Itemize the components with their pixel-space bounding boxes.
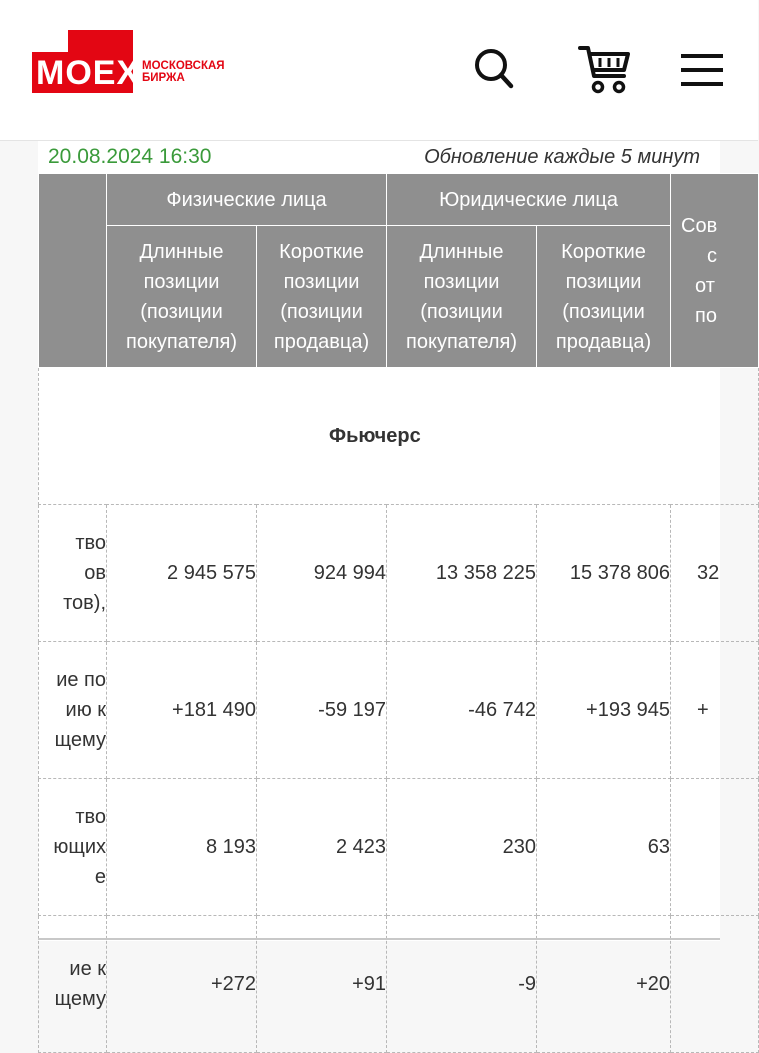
row-label-line: ию к: [65, 699, 106, 721]
subheader-ind-long: [107, 226, 257, 368]
positions-panel: [38, 141, 720, 1010]
value-cell: 63: [537, 779, 671, 916]
row-label: [39, 779, 107, 916]
row-label-line: е: [94, 866, 106, 888]
value-cell-cut: [671, 779, 759, 916]
total-header-line: с: [707, 244, 718, 267]
meta-row: [38, 141, 720, 173]
group-header-total: [671, 174, 759, 368]
total-header-text: [671, 211, 758, 331]
value-cell: +20: [537, 916, 671, 1053]
subheader-line: позиции: [283, 270, 360, 293]
cart-icon[interactable]: [578, 44, 632, 101]
row-label-line: ов: [84, 562, 106, 584]
subheader-line: продавца): [555, 330, 652, 353]
section-row: [39, 368, 759, 505]
value-cell: +272: [107, 916, 257, 1053]
row-label-line: щему: [54, 729, 106, 751]
subheader-line: (позиции: [562, 300, 645, 323]
subheader-legal-short: [537, 226, 671, 368]
total-header-line: от: [695, 274, 715, 297]
site-header: [0, 0, 758, 141]
subheader-line: продавца): [273, 330, 370, 353]
open-positions-table: [38, 173, 759, 1053]
search-icon[interactable]: [474, 46, 514, 95]
section-title: Фьючерс: [39, 368, 759, 505]
group-header-individuals: Физические лица: [107, 174, 387, 226]
row-label: [39, 642, 107, 779]
subheader-line: (позиции: [280, 300, 363, 323]
table-row: [39, 505, 759, 642]
row-label-line: ющих: [53, 836, 106, 858]
value-cell: -59 197: [257, 642, 387, 779]
logo-subtitle: [142, 60, 262, 84]
subheader-line: Длинные: [139, 240, 224, 263]
moex-logo[interactable]: [32, 30, 242, 94]
value-cell: +181 490: [107, 642, 257, 779]
row-label: [39, 505, 107, 642]
subheader-ind-short: [257, 226, 387, 368]
value-cell: +91: [257, 916, 387, 1053]
logo-subtitle-line-1: МОСКОВСКАЯ: [142, 60, 225, 72]
value-cell: 2 423: [257, 779, 387, 916]
value-cell-cut: 32: [671, 505, 759, 642]
value-cell-cut: [671, 916, 759, 1053]
total-header-line: Сов: [681, 214, 718, 237]
value-cell: 13 358 225: [387, 505, 537, 642]
row-label: [39, 916, 107, 1053]
value-cell: +193 945: [537, 642, 671, 779]
logo-box-top: [68, 30, 133, 54]
row-label-line: тво: [75, 806, 106, 828]
subheader-line: позиции: [565, 270, 642, 293]
table-row: [39, 779, 759, 916]
menu-icon[interactable]: [681, 54, 723, 93]
row-label-line: тво: [75, 532, 106, 554]
row-label-line: щему: [54, 988, 106, 1010]
update-note: Обновление каждые 5 минут: [424, 146, 700, 168]
subheader-line: Короткие: [279, 240, 364, 263]
value-cell: 924 994: [257, 505, 387, 642]
total-header-line: по: [695, 304, 717, 327]
corner-header: [39, 174, 107, 368]
subheader-line: Длинные: [419, 240, 504, 263]
value-cell: 2 945 575: [107, 505, 257, 642]
subheader-line: (позиции: [140, 300, 223, 323]
table-bottom-divider: [38, 938, 720, 940]
logo-subtitle-line-2: БИРЖА: [142, 72, 185, 84]
logo-text: MOEX: [36, 54, 141, 92]
row-label-line: ие к: [69, 958, 106, 980]
table-row: [39, 642, 759, 779]
report-date: 20.08.2024 16:30: [48, 145, 212, 168]
value-cell: -46 742: [387, 642, 537, 779]
subheader-legal-long: [387, 226, 537, 368]
value-cell: -9: [387, 916, 537, 1053]
subheader-line: покупателя): [126, 330, 237, 353]
subheader-line: покупателя): [406, 330, 518, 353]
value-cell: 8 193: [107, 779, 257, 916]
group-header-legal: Юридические лица: [387, 174, 671, 226]
subheader-line: позиции: [423, 270, 500, 293]
row-label-line: ие по: [56, 669, 106, 691]
row-label-line: тов),: [63, 592, 106, 614]
table-row: [39, 916, 759, 1053]
subheader-line: (позиции: [420, 300, 503, 323]
value-cell: 15 378 806: [537, 505, 671, 642]
value-cell-cut: +: [671, 642, 759, 779]
subheader-line: Короткие: [561, 240, 646, 263]
subheader-line: позиции: [143, 270, 220, 293]
value-cell: 230: [387, 779, 537, 916]
